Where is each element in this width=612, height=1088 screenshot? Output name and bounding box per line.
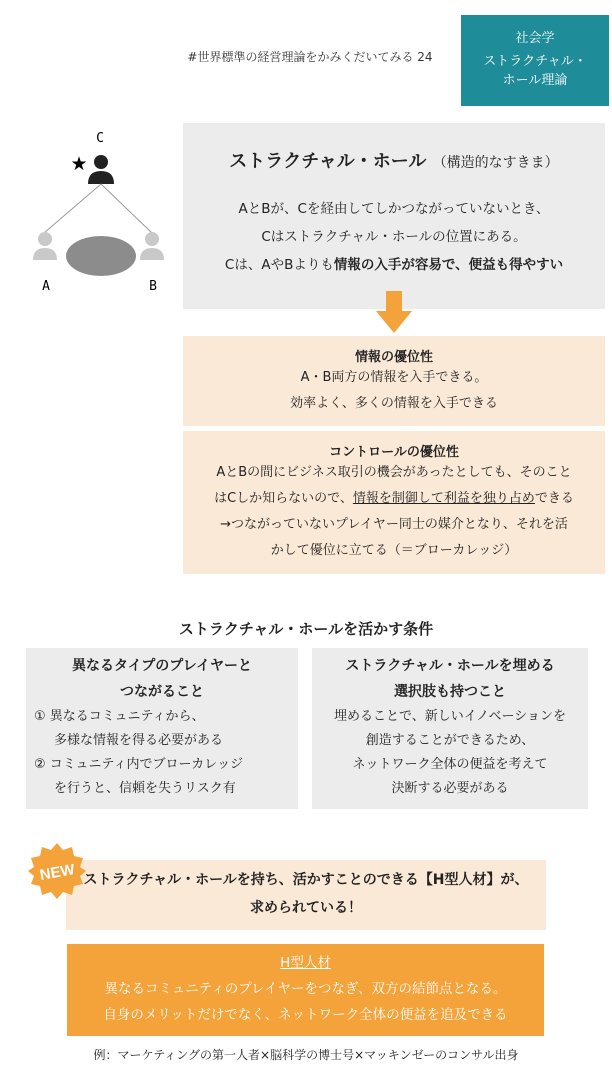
edge-c-b bbox=[101, 184, 152, 233]
main-title: ストラクチャル・ホール （構造的なすきま） bbox=[229, 151, 559, 172]
person-a-icon bbox=[33, 232, 57, 260]
condition-box-fill-hole bbox=[312, 648, 588, 809]
info-advantage-box bbox=[183, 336, 605, 426]
h-type-statement: ストラクチャル・ホールを持ち、活かすことのできる【H型人材】が、 求められている！ bbox=[66, 860, 546, 930]
info-advantage-line: A・B両方の情報を入手できる。 bbox=[300, 370, 488, 385]
label-b: B bbox=[149, 279, 157, 294]
edge-c-a bbox=[44, 184, 101, 233]
h-type-title: H型人材 bbox=[280, 955, 331, 971]
condition-heading: ストラクチャル・ホールを埋める 選択肢も持つこと bbox=[345, 658, 555, 700]
condition-item: 埋めることで、新しいイノベーションを bbox=[334, 709, 566, 724]
series-title: #世界標準の経営理論をかみくだいてみる 24 bbox=[187, 50, 433, 64]
theory-name-line1: ストラクチャル・ bbox=[483, 54, 587, 69]
control-advantage-line: かして優位に立てる（＝ブローカレッジ） bbox=[270, 543, 518, 558]
condition-item: 決断する必要がある bbox=[391, 781, 509, 796]
down-arrow-icon bbox=[376, 291, 412, 335]
h-type-line: 自身のメリットだけでなく、ネットワーク全体の便益を追及できる bbox=[103, 1007, 508, 1023]
svg-text:NEW: NEW bbox=[38, 861, 76, 884]
label-c: C bbox=[96, 131, 104, 146]
structural-hole-shape bbox=[66, 236, 136, 276]
h-type-line: 異なるコミュニティのプレイヤーをつなぎ、双方の結節点となる。 bbox=[104, 981, 507, 997]
info-advantage-heading: 情報の優位性 bbox=[354, 350, 433, 365]
condition-item: ① 異なるコミュニティから、 bbox=[34, 709, 205, 724]
theory-name-line2: ホール理論 bbox=[502, 73, 568, 88]
category-label: 社会学 bbox=[515, 31, 555, 46]
category-tag bbox=[461, 15, 609, 106]
condition-item: 創造することができるため、 bbox=[365, 733, 535, 748]
condition-item: ② コミュニティ内でブローカレッジ bbox=[34, 757, 244, 772]
info-advantage-line: 効率よく、多くの情報を入手できる bbox=[290, 396, 498, 411]
condition-item: ネットワーク全体の便益を考えて bbox=[352, 757, 548, 772]
person-c-icon bbox=[88, 155, 114, 184]
control-advantage-heading: コントロールの優位性 bbox=[329, 445, 459, 460]
network-diagram bbox=[30, 120, 180, 305]
control-advantage-line: はCしか知らないので、情報を制御して利益を独り占めできる bbox=[214, 491, 574, 506]
condition-item: を行うと、信頼を失うリスク有 bbox=[54, 781, 236, 796]
label-a: A bbox=[42, 279, 50, 294]
control-advantage-line: →つながっていないプレイヤー同士の媒介となり、それを活 bbox=[220, 517, 568, 532]
definition-box bbox=[183, 123, 605, 309]
star-icon: ★ bbox=[70, 153, 88, 175]
example-caption: 例：マーケティングの第一人者×脳科学の博士号×マッキンゼーのコンサル出身 bbox=[93, 1048, 519, 1062]
conditions-title: ストラクチャル・ホールを活かす条件 bbox=[178, 620, 434, 638]
condition-item: 多様な情報を得る必要がある bbox=[54, 733, 224, 748]
definition-text: AとBが、Cを経由してしかつながっていないとき、 Cはストラクチャル・ホールの位置にある。 Cは、AやBよりも情報の入手が容易で、便益も得やすい bbox=[224, 201, 564, 273]
new-badge-icon bbox=[28, 842, 86, 900]
control-advantage-box bbox=[183, 431, 605, 574]
h-type-definition bbox=[67, 944, 544, 1036]
condition-box-diverse-players bbox=[26, 648, 298, 809]
condition-heading: 異なるタイプのプレイヤーと つながること bbox=[71, 658, 253, 700]
person-b-icon bbox=[140, 232, 164, 260]
control-advantage-line: AとBの間にビジネス取引の機会があったとしても、そのこと bbox=[216, 465, 572, 480]
